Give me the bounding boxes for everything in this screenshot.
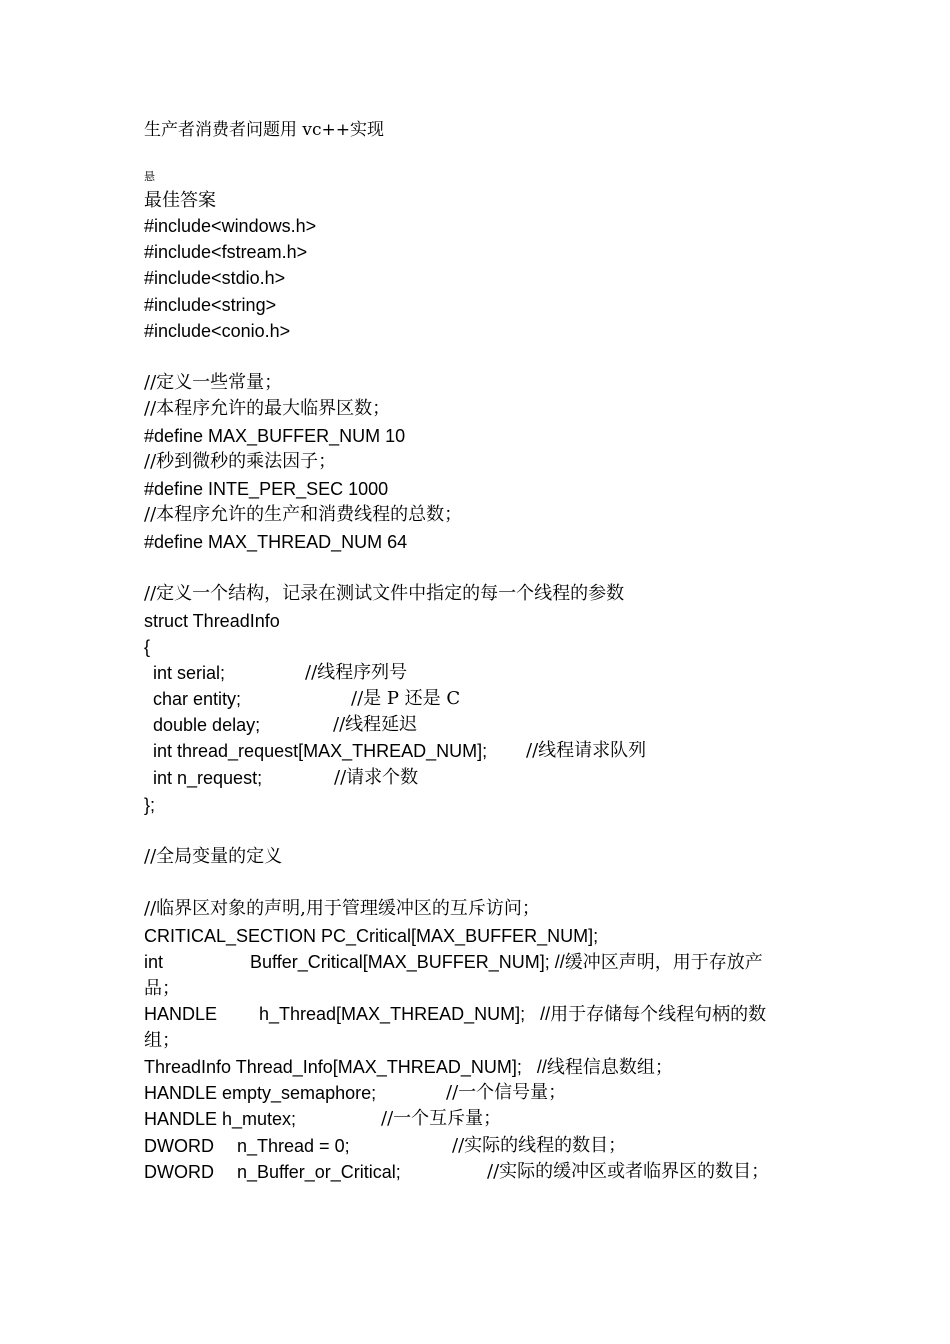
struct-comment: //定义一个结构，记录在测试文件中指定的每一个线程的参数	[144, 583, 625, 604]
struct-declaration: struct ThreadInfo	[144, 611, 280, 631]
sec-comment: //秒到微秒的乘法因子；	[144, 451, 337, 472]
threadinfo-declaration: ThreadInfo Thread_Info[MAX_THREAD_NUM]; //线程信息数组；	[144, 1057, 673, 1077]
mutex-code: HANDLE h_mutex;	[144, 1109, 297, 1129]
empty-semaphore-comment: //一个信号量；	[446, 1082, 567, 1103]
thread-define: #define MAX_THREAD_NUM 64	[144, 532, 408, 552]
dword-comment: //实际的缓冲区或者临界区的数目；	[487, 1161, 770, 1182]
include-line: #include<windows.h>	[144, 216, 317, 236]
mutex-comment: //一个互斥量；	[381, 1108, 502, 1129]
critical-declaration: CRITICAL_SECTION PC_Critical[MAX_BUFFER_NUM];	[144, 926, 599, 946]
critical-comment: //临界区对象的声明,用于管理缓冲区的互斥访问；	[144, 898, 540, 919]
field-code: char entity;	[153, 689, 242, 709]
handle-wrap: 组；	[144, 1030, 180, 1051]
field-comment: //线程延迟	[333, 714, 418, 735]
field-code: double delay;	[153, 715, 261, 735]
thread-comment: //本程序允许的生产和消费线程的总数；	[144, 504, 463, 525]
include-line: #include<conio.h>	[144, 321, 291, 341]
buffer-declaration: Buffer_Critical[MAX_BUFFER_NUM]; //缓冲区声明，用于存放产	[250, 952, 763, 972]
globals-comment: //全局变量的定义	[144, 846, 283, 867]
constants-comment: //定义一些常量；	[144, 372, 283, 393]
buffer-wrap: 品；	[144, 978, 180, 999]
best-answer-heading: 最佳答案	[144, 190, 216, 211]
dword-code: n_Thread = 0;	[237, 1136, 350, 1156]
empty-semaphore-code: HANDLE empty_semaphore;	[144, 1083, 377, 1103]
document-title: 生产者消费者问题用 vc++实现	[144, 120, 385, 140]
close-brace: };	[144, 795, 156, 815]
include-line: #include<fstream.h>	[144, 242, 308, 262]
field-comment: //请求个数	[334, 767, 419, 788]
field-code: int thread_request[MAX_THREAD_NUM];	[153, 741, 488, 761]
field-code: int serial;	[153, 663, 226, 683]
field-comment: //线程请求队列	[526, 740, 647, 761]
include-line: #include<string>	[144, 295, 277, 315]
small-mark-text: 悬	[144, 170, 155, 183]
handle-declaration: h_Thread[MAX_THREAD_NUM]; //用于存储每个线程句柄的数	[259, 1004, 767, 1024]
open-brace: {	[144, 637, 151, 657]
field-comment: //线程序列号	[305, 662, 408, 683]
handle-type: HANDLE	[144, 1004, 218, 1024]
buffer-define: #define MAX_BUFFER_NUM 10	[144, 426, 406, 446]
buffer-int-type: int	[144, 952, 164, 972]
dword-type: DWORD	[144, 1136, 214, 1156]
dword-comment: //实际的线程的数目；	[452, 1135, 627, 1156]
dword-code: n_Buffer_or_Critical;	[237, 1162, 401, 1182]
field-comment: //是 P 还是 C	[351, 688, 461, 709]
include-line: #include<stdio.h>	[144, 268, 286, 288]
buffer-comment: //本程序允许的最大临界区数；	[144, 398, 391, 419]
sec-define: #define INTE_PER_SEC 1000	[144, 479, 389, 499]
dword-type: DWORD	[144, 1162, 214, 1182]
field-code: int n_request;	[153, 768, 263, 788]
